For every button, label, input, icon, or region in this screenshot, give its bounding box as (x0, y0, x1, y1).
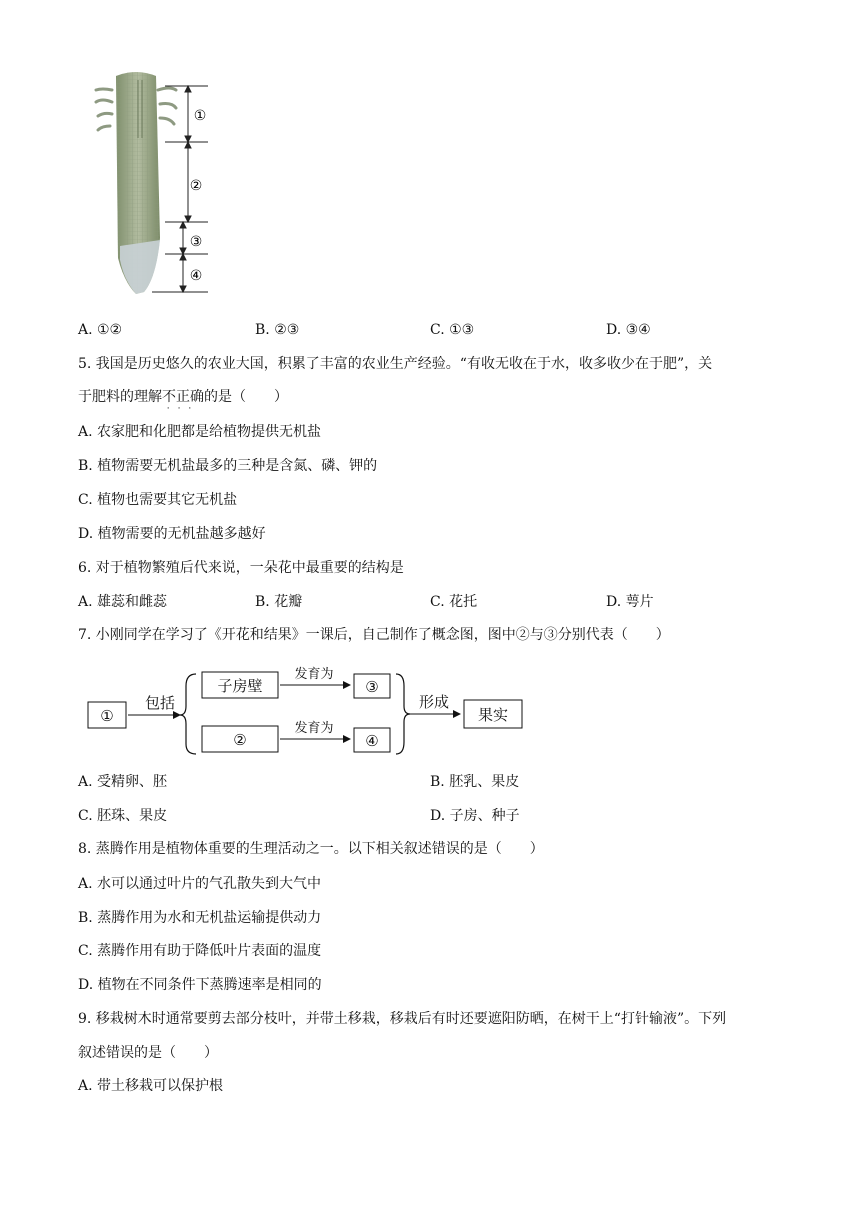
q6-option-a[interactable]: A. 雄蕊和雌蕊 (78, 594, 168, 610)
q6-stem: 6. 对于植物繁殖后代来说，一朵花中最重要的结构是 (78, 560, 404, 576)
q8-option-a[interactable]: A. 水可以通过叶片的气孔散失到大气中 (78, 876, 322, 892)
q5-stem-pre: 于肥料的理解 (78, 389, 162, 405)
q8-option-c[interactable]: C. 蒸腾作用有助于降低叶片表面的温度 (78, 943, 322, 959)
concept-map (84, 660, 534, 760)
q8-stem: 8. 蒸腾作用是植物体重要的生理活动之一。以下相关叙述错误的是（ ） (78, 841, 544, 857)
right-brace (396, 674, 410, 754)
q8-option-b[interactable]: B. 蒸腾作用为水和无机盐运输提供动力 (78, 910, 322, 926)
q5-stem-post: 的是（ ） (204, 389, 288, 405)
include-label: 包括 (144, 694, 176, 712)
concept-node-3: ③ (365, 678, 379, 696)
ovary-wall-label: 子房壁 (217, 677, 263, 695)
root-tip-figure (90, 68, 220, 298)
q7-option-c[interactable]: C. 胚珠、果皮 (78, 808, 168, 824)
q7-option-b[interactable]: B. 胚乳、果皮 (430, 774, 520, 790)
left-brace (180, 674, 196, 754)
q7-option-d[interactable]: D. 子房、种子 (430, 808, 520, 824)
develop-label-top: 发育为 (294, 667, 334, 682)
q5-option-c[interactable]: C. 植物也需要其它无机盐 (78, 492, 238, 508)
q5-option-d[interactable]: D. 植物需要的无机盐越多越好 (78, 526, 266, 542)
q8-option-d[interactable]: D. 植物在不同条件下蒸腾速率是相同的 (78, 977, 322, 993)
region-label-3: ③ (189, 234, 203, 250)
q5-stem-line1: 5. 我国是历史悠久的农业大国，积累了丰富的农业生产经验。“有收无收在于水，收多收少在于肥”，关 (78, 356, 713, 372)
q4-option-d[interactable]: D. ③④ (606, 322, 651, 338)
q5-stem-emphasis: 不正确 ··· (162, 389, 204, 414)
concept-node-2: ② (233, 731, 247, 749)
q5-option-a[interactable]: A. 农家肥和化肥都是给植物提供无机盐 (78, 424, 322, 440)
q9-stem-line1: 9. 移栽树木时通常要剪去部分枝叶，并带土移栽，移栽后有时还要遮阳防晒，在树干上“打针输液”。下列 (78, 1011, 727, 1027)
q9-option-a[interactable]: A. 带土移栽可以保护根 (78, 1078, 224, 1094)
q4-option-b[interactable]: B. ②③ (255, 322, 300, 338)
q6-option-b[interactable]: B. 花瓣 (255, 594, 303, 610)
concept-node-1: ① (100, 707, 114, 725)
q4-option-a[interactable]: A. ①② (78, 322, 123, 338)
concept-node-4: ④ (365, 732, 379, 750)
q5-option-b[interactable]: B. 植物需要无机盐最多的三种是含氮、磷、钾的 (78, 458, 378, 474)
q6-option-d[interactable]: D. 萼片 (606, 594, 654, 610)
region-label-2: ② (189, 178, 203, 194)
region-label-4: ④ (189, 268, 203, 284)
q7-option-a[interactable]: A. 受精卵、胚 (78, 774, 168, 790)
form-label: 形成 (418, 693, 450, 711)
q5-stem-line2 (78, 387, 288, 414)
root-cap (120, 240, 160, 294)
q7-stem: 7. 小刚同学在学习了《开花和结果》一课后，自己制作了概念图，图中②与③分别代表（ ） (78, 627, 670, 643)
q9-stem-line2: 叙述错误的是（ ） (78, 1045, 218, 1061)
region-label-1: ① (193, 108, 207, 124)
q4-option-c[interactable]: C. ①③ (430, 322, 475, 338)
develop-label-bottom: 发育为 (294, 721, 334, 736)
fruit-label: 果实 (477, 706, 509, 724)
q6-option-c[interactable]: C. 花托 (430, 594, 478, 610)
